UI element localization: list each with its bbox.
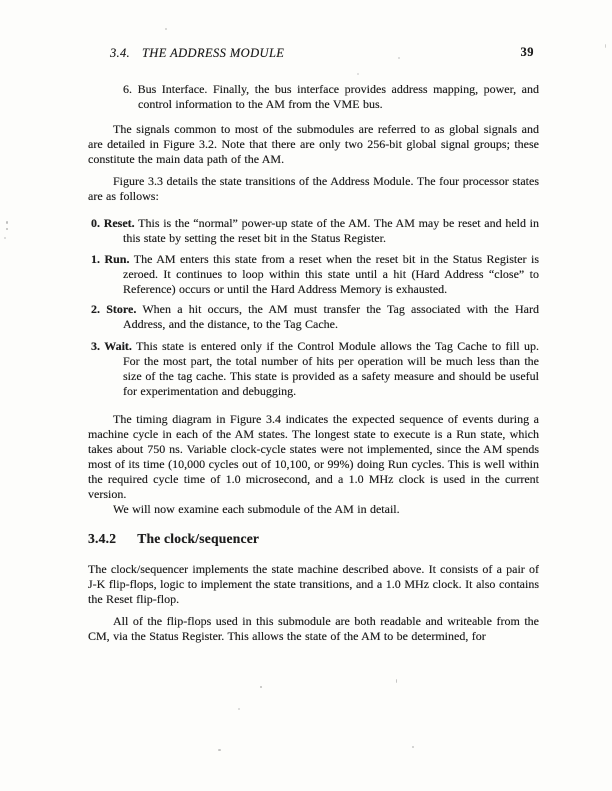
state-item-store bbox=[88, 302, 539, 332]
state-item-wait bbox=[88, 339, 539, 399]
paragraph-clock-sequencer-2: All of the flip-flops used in this submodule are both readable and writeable from the CM, via the Status Register. This allows the state of the AM to be determined, for bbox=[88, 614, 539, 643]
state-text: This is the “normal” power-up state of the AM. The AM may be reset and held in this state by setting the reset bit in the Status Register. bbox=[123, 216, 540, 245]
state-label: 0. Reset. bbox=[91, 216, 135, 230]
scan-speck bbox=[396, 679, 397, 683]
state-item-reset bbox=[88, 216, 539, 246]
paragraph-examine-submodules: We will now examine each submodule of the AM in detail. bbox=[113, 502, 400, 516]
paragraph-figure-3-3: Figure 3.3 details the state transitions of the Address Module. The four processor states are as follows: bbox=[88, 174, 539, 203]
scan-speck bbox=[6, 221, 8, 224]
state-item-run bbox=[88, 252, 539, 297]
subsection-number: 3.4.2 bbox=[88, 531, 117, 546]
scan-speck bbox=[4, 237, 6, 239]
scan-speck bbox=[238, 708, 240, 710]
list-item-number: 6. bbox=[123, 82, 132, 96]
running-header bbox=[110, 46, 284, 61]
scan-speck bbox=[412, 746, 414, 748]
scan-speck bbox=[6, 228, 8, 230]
running-header-title: THE ADDRESS MODULE bbox=[141, 46, 285, 60]
state-text: The AM enters this state from a reset when the reset bit in the Status Register is zeroed. It continues to loop within this state until a hit (Hard Address “close” to Reference) occurs or until the Hard Address Memory is exhausted. bbox=[123, 252, 539, 296]
scan-speck bbox=[398, 57, 400, 59]
paragraph-timing-diagram: The timing diagram in Figure 3.4 indicates the expected sequence of events during a machine cycle in each of the AM states. The longest state to execute is a Run state, which takes about 750 ns. Variable clock-cycle states were not implemented, since the AM spends most of its time (10,000 cycles out of 10,100, or 99%) doing Run cycles. This is well within the required cycle time of 1.0 microsecond, and a 1.0 MHz clock is used in the current version. bbox=[88, 412, 539, 501]
state-text: This state is entered only if the Control Module allows the Tag Cache to fill up. For the most part, the total number of hits per operation will be much less than the size of the tag cache. This state is provided as a safety measure and should be useful for experimentation and debugging. bbox=[123, 339, 539, 398]
list-item-text: Bus Interface. Finally, the bus interface provides address mapping, power, and control information to the AM from the VME bus. bbox=[137, 82, 540, 111]
state-label: 3. Wait. bbox=[91, 339, 132, 353]
scan-speck bbox=[260, 686, 262, 688]
list-item-bus-interface bbox=[88, 82, 539, 112]
scan-speck bbox=[357, 73, 359, 75]
page-number: 39 bbox=[520, 45, 534, 59]
scan-speck bbox=[218, 749, 221, 751]
scan-speck bbox=[605, 44, 606, 48]
subsection-heading bbox=[88, 531, 259, 547]
paragraph-clock-sequencer-1: The clock/sequencer implements the state machine described above. It consists of a pair of J-K flip-flops, logic to implement the state transitions, and a 1.0 MHz clock. It also contains the Reset flip-flop. bbox=[88, 562, 539, 606]
state-label: 2. Store. bbox=[91, 302, 137, 316]
running-header-section-number: 3.4. bbox=[110, 46, 130, 60]
state-text: When a hit occurs, the AM must transfer the Tag associated with the Hard Address, and the distance, to the Tag Cache. bbox=[123, 302, 539, 331]
paragraph-global-signals: The signals common to most of the submodules are referred to as global signals and are detailed in Figure 3.2. Note that there are only two 256-bit global signal groups; these constitute the main data path of the AM. bbox=[88, 122, 539, 166]
state-label: 1. Run. bbox=[91, 252, 130, 266]
scan-speck bbox=[165, 28, 167, 30]
subsection-title: The clock/sequencer bbox=[137, 531, 260, 546]
